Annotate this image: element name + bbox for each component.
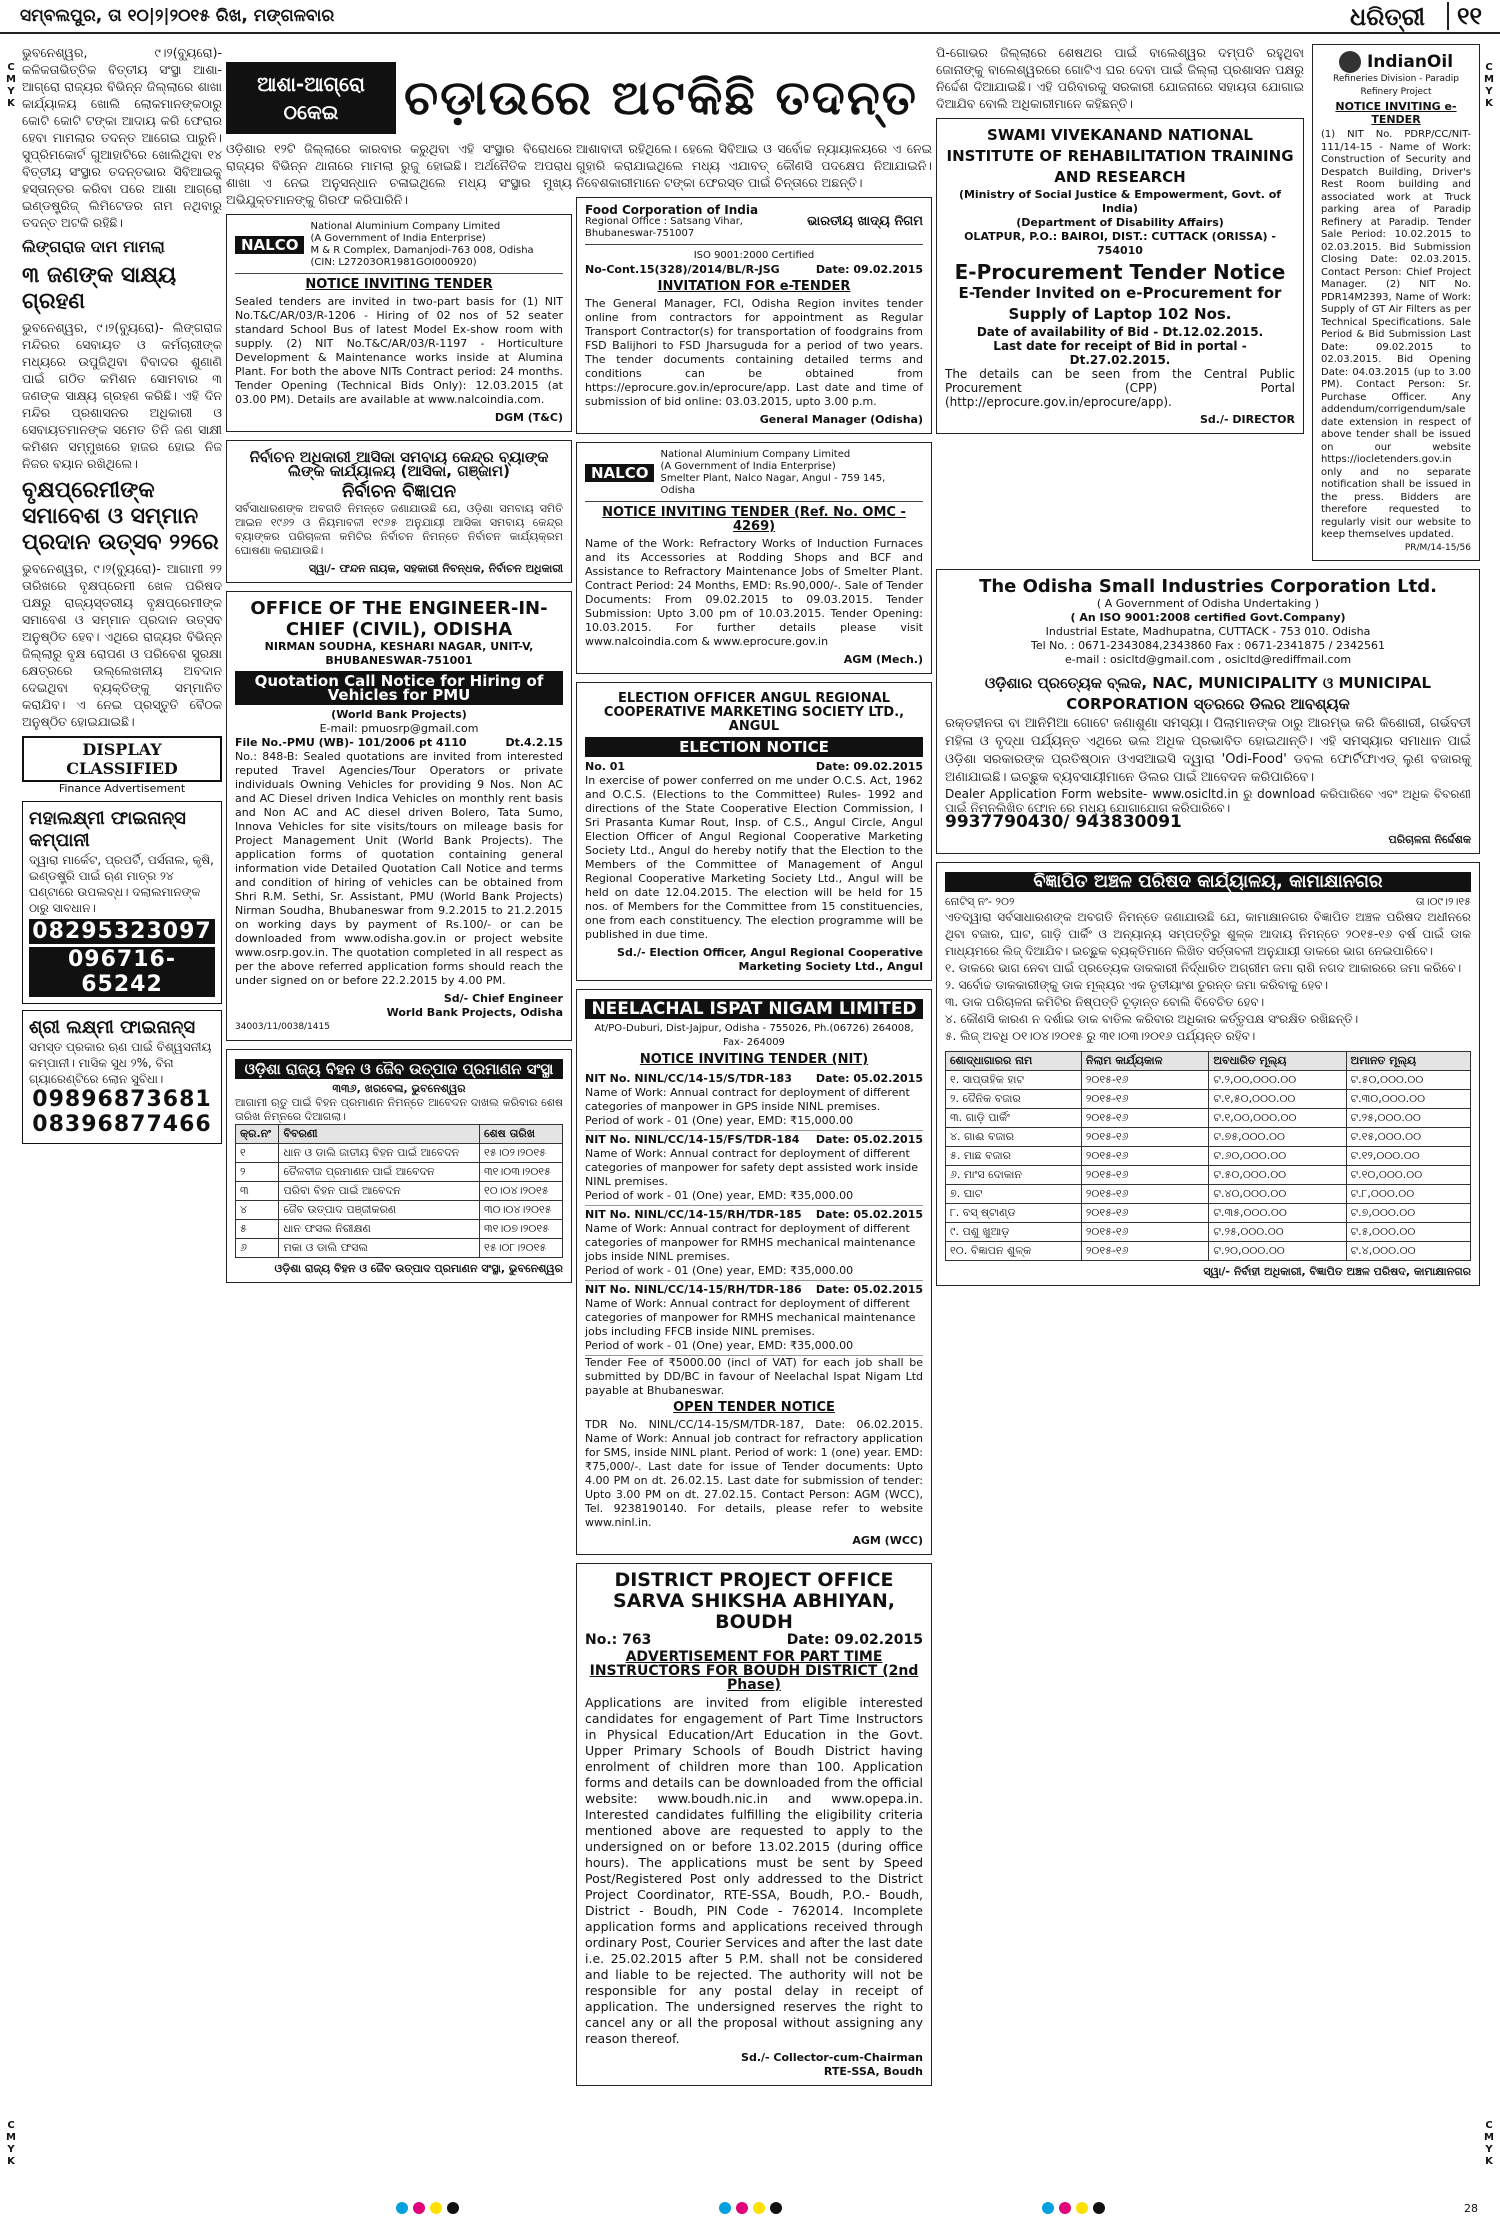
nalco-notice-body: Sealed tenders are invited in two-part basis for (1) NIT No.T&C/AR/03/R-1206 - Hiring of 02 nos of 52 seater standard School Bus of latest Model Ex-show room with supply. (2) NIT No.T&C/AR/03/R-1197 - Horticulture Development & Maintenance works inside at Alumina Plant. For both the above NITs Contract period: 24 months. Tender Opening (Technical Bids Only): 12.03.2015 (at 03.00 PM). Details are available at www.nalcoindia.com. (235, 295, 563, 406)
footer-page-ref: 28 (1464, 2202, 1478, 2215)
nalco2-signature: AGM (Mech.) (843, 653, 923, 666)
table-row: ୨. ଦୈନିକ ବଜାର ୨୦୧୫-୧୬ ଟ.୧,୫୦,୦୦୦.୦୦ ଟ.୩୦,୦୦୦.୦୦ (946, 1090, 1471, 1109)
lead-story-body-2: ଓଡ଼ିଶାର ୧୨ଟି ଜିଲ୍ଲାରେ କାରବାର କରୁଥିବା ଏହି ସଂସ୍ଥାର ବିରୋଧରେ ରାଜ୍ୟର ବିଭିନ୍ନ ଥାନାରେ ମାମଲା ରୁଜୁ ହୋଇଛି। ଅର୍ଥନୈତିକ ଅପରାଧ ଶାଖା ଏ ନେଇ ଅନୁସନ୍ଧାନ ଚଳାଇଥିଲେ ମଧ୍ୟ ସଂସ୍ଥାର ମୁଖ୍ୟ ଅଭିଯୁକ୍ତମାନଙ୍କୁ ଗିରଫ କରିପାରିନି। (226, 141, 572, 207)
nalco-notice-title: NOTICE INVITING TENDER (305, 277, 493, 292)
fci-odia-name: ଭାରତୀୟ ଖାଦ୍ୟ ନିଗମ (807, 214, 923, 229)
ninl-open-body: TDR No. NINL/CC/14-15/SM/TDR-187, Date: 06.02.2015. Name of Work: Annual job contract for refractory application for SMS, inside NINL plant. Period of work: 1 (one) year. EMD: ₹75,000/-. Last date for issue of Tender documents: Upto 4.00 PM on dt. 26.02.15. Last date for submission of tender: Upto 3.00 PM on dt. 27.02.15. Contact Person: AGM (WCC), Tel. 9238190140. For details, please refer to website www.ninl.in. (585, 1418, 923, 1529)
ninl-bar: NOTICE INVITING TENDER (NIT) (639, 1052, 869, 1067)
eic-civil-ad (226, 591, 572, 1041)
ninl-title: NEELACHAL ISPAT NIGAM LIMITED (585, 999, 923, 1019)
reg-dot-icon (447, 2202, 459, 2214)
lead-kicker: ଆଶା-ଆଗ୍ରୋ ଠକେଇ (226, 62, 396, 134)
eic-email: E-mail: pmuosrp@gmail.com (319, 722, 479, 735)
osic-title: The Odisha Small Industries Corporation Ltd. (979, 576, 1437, 597)
col4-story-body: ପି-ଗୋଭର ଜିଲ୍ଲାରେ ଶେଷଥର ପାଇଁ ବାଲେଶ୍ୱର ଦମ୍ପତି ରହୁଥିବା ଜୋନାଙ୍କୁ ବାଲେଶ୍ୱରରେ ଗୋଟିଏ ଘର ଦେବା ପାଇଁ ଜିଲ୍ଲା ପ୍ରଶାସନ ପକ୍ଷରୁ ନିର୍ଦ୍ଦେଶ ଦିଆଯାଇଛି। ଏହି ପରିବାରକୁ ସରକାରୀ ଯୋଜନାରେ ସହାୟତା ଯୋଗାଇ ଦିଆଯିବ ବୋଲି ଅଧିକାରୀମାନେ କହିଛନ୍ତି। (936, 45, 1304, 111)
asika-election-subtitle: ନିର୍ବାଚନ ବିଜ୍ଞାପନ (341, 481, 457, 502)
eic-file-no: File No.-PMU (WB)- 101/2006 pt 4110 (235, 736, 467, 749)
lead-headline: ଚଡ଼ାଉରେ ଅଟକିଛି ତଦନ୍ତ (403, 69, 919, 126)
oscsc-intro: ଆଗାମୀ ଋତୁ ପାଇଁ ବିହନ ପ୍ରମାଣନ ନିମନ୍ତେ ଆବେଦନ ଦାଖଲ କରିବାର ଶେଷ ତାରିଖ ନିମ୍ନରେ ଦିଆଗଲା। (235, 1096, 563, 1123)
ioc-tender-ad (1312, 44, 1480, 561)
classified-ad-1-text: ଦ୍ୱାରା ମାର୍କେଟ, ପ୍ରପର୍ଟି, ପର୍ସନାଲ, କୃଷି, ଇଣ୍ଡଷ୍ଟ୍ରି ପାଇଁ ଋଣ ମାତ୍ର ୨୪ ଘଣ୍ଟାରେ ଉପଲବ୍ଧ। ଦଲାଲମାନଙ୍କ ଠାରୁ ସାବଧାନ। (29, 853, 214, 915)
reg-dot-icon (396, 2202, 408, 2214)
angul-signature: Sd./- Election Officer, Angul Regional Cooperative Marketing Society Ltd., Angul (617, 946, 923, 973)
table-row: ୧. ସାପ୍ତାହିକ ହାଟ ୨୦୧୫-୧୬ ଟ.୨,୦୦,୦୦୦.୦୦ ଟ.୫୦,୦୦୦.୦୦ (946, 1071, 1471, 1090)
story2-body: ଭୁବନେଶ୍ୱର, ୯।୨(ବ୍ୟୁରୋ)- ଲିଙ୍ଗରାଜ ମନ୍ଦିରର ସେବାୟତ ଓ କର୍ମଚାରୀଙ୍କ ମଧ୍ୟରେ ଉପୁଜିଥିବା ବିବାଦର ଶୁଣାଣି ପାଇଁ ଗଠିତ କମିଶନ ସୋମବାର ୩ ଜଣଙ୍କ ସାକ୍ଷ୍ୟ ଗ୍ରହଣ କରିଛି। ଏହି ଦିନ ମନ୍ଦିର ପ୍ରଶାସନର ଅଧିକାରୀ ଓ ସେବାୟତମାନଙ୍କ ସମେତ ତିନି ଜଣ ସାକ୍ଷୀ କମିଶନ ସମ୍ମୁଖରେ ହାଜର ହୋଇ ନିଜ ନିଜର ବୟାନ ରଖିଥିଲେ। (22, 320, 222, 471)
table-row: ୪ ଜୈବ ଉତ୍ପାଦ ପଞ୍ଜୀକରଣ ୩୦।୦୪।୨୦୧୫ (236, 1201, 563, 1220)
osic-body: ରକ୍ତହୀନତା ବା ଆନିମିଆ ଗୋଟେ ଜଣାଶୁଣା ସମସ୍ୟା। ପିଲାମାନଙ୍କ ଠାରୁ ଆରମ୍ଭ କରି କିଶୋରୀ, ଗର୍ଭବତୀ ମହିଳା ଓ ବୃଦ୍ଧା ପର୍ଯ୍ୟନ୍ତ ଏଥିରେ ଭଲ ଅଧିକ ପ୍ରଭାବିତ ହୋଇଥାନ୍ତି। ଏହି ସମସ୍ୟାର ସମାଧାନ ପାଇଁ ଓଡ଼ିଶା ସରକାରଙ୍କ ପ୍ରତିଷ୍ଠାନ ଓଏସଆଇସି ଦ୍ୱାରା 'Odi-Food' ଡବଲ ଫୋର୍ଟିଫାଏଡ୍ ଲୁଣ ବଜାରକୁ ଅଣାଯାଇଛି। ଇଚ୍ଛୁକ ବ୍ୟବସାୟୀମାନେ ଡିଲର ପାଇଁ ଆବେଦନ କରିପାରିବେ। (945, 716, 1471, 785)
fci-name: Food Corporation of India (585, 203, 759, 217)
reg-dot-icon (430, 2202, 442, 2214)
reg-dot-icon (1093, 2202, 1105, 2214)
eic-date: Dt.4.2.15 (505, 736, 563, 749)
kamakhyanagar-col-4: ଅମାନତ ମୂଲ୍ୟ (1346, 1052, 1470, 1071)
ninl-item: NIT No. NINL/CC/14-15/S/TDR-183 Date: 05.02.2015 Name of Work: Annual contract for deployment of different categories of manpower in GPS inside NINL premises. Period of work - 01 (One) year, EMD: ₹15,000.00 (585, 1070, 923, 1131)
lead-story-body: ଭୁବନେଶ୍ୱର, ୯।୨(ବ୍ୟୁରୋ)- କଳିକତାଭିତ୍ତିକ ବିତ୍ତୀୟ ସଂସ୍ଥା ଆଶା-ଆଗ୍ରୋ ରାଜ୍ୟର ବିଭିନ୍ନ ଜିଲ୍ଲାରେ ଶାଖା କାର୍ଯ୍ୟାଳୟ ଖୋଲି ଲୋକମାନଙ୍କଠାରୁ କୋଟି କୋଟି ଟଙ୍କା ଆଦାୟ କରି ଫେରାର ହେବା ମାମଲାର ତଦନ୍ତ ଆଗେଇ ପାରୁନି। ସୁପ୍ରିମକୋର୍ଟ ଗୁଆହାଟିରେ ଖୋଲିଥିବା ୧୪ ବିତ୍ତୀୟ ସଂସ୍ଥାର ତଦନ୍ତଭାର ସିବିଆଇକୁ ହସ୍ତାନ୍ତର କରିବା ପରେ ଆଶା ଆଗ୍ରୋ ଇଣ୍ଡଷ୍ଟ୍ରିଜ୍ ଲିମିଟେଡର ନାମ ନଥିବାରୁ ତଦନ୍ତ ଅଟକି ରହିଛି। (22, 45, 222, 230)
svnirtar-title: SWAMI VIVEKANAND NATIONAL INSTITUTE OF REHABILITATION TRAINING AND RESEARCH (946, 126, 1294, 186)
cmyk-marker-right-top: C M Y K (1484, 62, 1494, 109)
kamakhyanagar-intro: ଏତଦ୍ୱାରା ସର୍ବସାଧାରଣଙ୍କ ଅବଗତି ନିମନ୍ତେ ଜଣାଯାଉଛି ଯେ, କାମାକ୍ଷାନଗର ବିଜ୍ଞାପିତ ଅଞ୍ଚଳ ପରିଷଦ ଅଧୀନରେ ଥିବା ବଜାର, ଘାଟ, ଗାଡ଼ି ପାର୍କିଂ ଓ ଅନ୍ୟାନ୍ୟ ସମ୍ପତ୍ତିରୁ ଶୁଳ୍କ ଆଦାୟ ନିମନ୍ତେ ୨୦୧୫-୧୬ ବର୍ଷ ପାଇଁ ଡାକ ମାଧ୍ୟମରେ ଲିଜ୍ ଦିଆଯିବ। ଇଚ୍ଛୁକ ବ୍ୟକ୍ତିମାନେ ଲିଖିତ ସର୍ତ୍ତାବଳୀ ଅନୁଯାୟୀ ଡାକରେ ଭାଗ ନେଇପାରିବେ। (945, 910, 1471, 958)
fci-iso: ISO 9001:2000 Certified (693, 250, 815, 261)
ninl-item: NIT No. NINL/CC/14-15/FS/TDR-184 Date: 05.02.2015 Name of Work: Annual contract for deployment of different categories of manpower for safety dept assisted work inside NINL premises. Period of work - 01 (One) year, EMD: ₹35,000.00 (585, 1131, 923, 1206)
nalco-tender-ad-2 (576, 442, 932, 674)
asika-election-title: ନିର୍ବାଚନ ଅଧିକାରୀ ଆସିକା ସମବାୟ କେନ୍ଦ୍ର ବ୍ୟାଙ୍କ ଲିଙ୍କ କାର୍ଯ୍ୟାଳୟ (ଆସିକା, ଗଞ୍ଜାମ) (249, 448, 549, 480)
reg-dot-icon (413, 2202, 425, 2214)
oscsc-address: ୩୩୬, ଖରବେଳା, ଭୁବନେଶ୍ୱର (332, 1082, 466, 1095)
asika-election-signature: ସ୍ୱା/- ଫନ୍ଦନ ନାୟକ, ସହକାରୀ ନିବନ୍ଧକ, ନିର୍ବାଚନ ଅଧିକାରୀ (308, 562, 563, 575)
reg-dot-icon (770, 2202, 782, 2214)
classified-ad-2 (22, 1010, 222, 1144)
nalco-logo: NALCO (235, 236, 304, 254)
table-row: ୩ ପରିବା ବିହନ ପାଇଁ ଆବେଦନ ୧୦।୦୪।୨୦୧୫ (236, 1182, 563, 1201)
nalco-tender-ad-1 (226, 214, 572, 432)
reg-dot-icon (753, 2202, 765, 2214)
newspaper-name: ଧରିତ୍ରୀ (1350, 2, 1425, 31)
angul-title: ELECTION OFFICER ANGUL REGIONAL COOPERATIVE MARKETING SOCIETY LTD., ANGUL (603, 691, 905, 734)
table-row: ୬. ମାଂସ ଦୋକାନ ୨୦୧୫-୧୬ ଟ.୫୦,୦୦୦.୦୦ ଟ.୧୦,୦୦୦.୦୦ (946, 1166, 1471, 1185)
classified-ad-1-phone-2: 096716-65242 (29, 947, 215, 997)
ninl-open-title: OPEN TENDER NOTICE (673, 1400, 835, 1415)
nalco2-logo-row (585, 449, 923, 502)
ssa-sign-1: Sd./- Collector-cum-Chairman (741, 2051, 923, 2064)
fci-region: Regional Office : Satsang Vihar, Bhubaneswar-751007 (585, 216, 743, 239)
fci-body: The General Manager, FCI, Odisha Region invites tender online from contractors for appointment as Regular Transport Contractor(s) for transportation of foodgrains from FSD Balijhori to FSD Jharsuguda for a period of two years. The tender documents containing detailed terms and conditions can be obtained from https://eprocure.gov.in/eprocure/app. Last date and time of submission of bid online: 03.03.2015, upto 3.00 p.m. (585, 297, 923, 408)
ioc-unit: Refineries Division - Paradip Refinery Project (1333, 74, 1459, 97)
ioc-logo (1321, 51, 1471, 73)
osic-email: e-mail : osicltd@gmail.com , osicltd@rediffmail.com (1064, 653, 1352, 666)
asika-election-ad (226, 440, 572, 583)
asika-election-body: ସର୍ବସାଧାରଣଙ୍କ ଅବଗତି ନିମନ୍ତେ ଜଣାଯାଉଛି ଯେ, ଓଡ଼ିଶା ସମବାୟ ସମିତି ଆଇନ ୧୯୬୨ ଓ ନିୟମାବଳୀ ୧୯୬୫ ଅନୁଯାୟୀ ଆସିକା ସମବାୟ କେନ୍ଦ୍ର ବ୍ୟାଙ୍କର ପରିଚାଳନା କମିଟିର ନିର୍ବାଚନ ନିମନ୍ତେ ନିର୍ବାଚନ କାର୍ଯ୍ୟକ୍ରମ ଘୋଷଣା କରାଯାଉଛି। (235, 502, 563, 557)
svnirtar-big: E-Procurement Tender Notice (954, 260, 1286, 284)
osic-head: ଓଡ଼ିଶାର ପ୍ରତ୍ୟେକ ବ୍ଲକ, NAC, MUNICIPALITY ଓ MUNICIPAL CORPORATION ସ୍ତରରେ ଡିଲର ଆବଶ୍ୟକ (984, 674, 1432, 713)
ssa-date: Date: 09.02.2015 (786, 1632, 923, 1648)
classified-ad-1-phone-1: 08295323097 (29, 919, 215, 944)
dateline: ସମ୍ବଲପୁର, ତା ୧୦|୨|୨୦୧୫ ରିଖ, ମଙ୍ଗଳବାର (20, 6, 335, 26)
table-row: ୪. ଗାଈ ବଜାର ୨୦୧୫-୧୬ ଟ.୭୫,୦୦୦.୦୦ ଟ.୧୫,୦୦୦.୦୦ (946, 1128, 1471, 1147)
column-2 (226, 140, 572, 2181)
ioc-body: (1) NIT No. PDRP/CC/NIT-111/14-15 - Name of Work: Construction of Security and Despatch Building, Driver's Rest Room building and associated work at Truck parking area of Paradip Refinery at Paradip. Tender Sale Period: 10.02.2015 to 02.03.2015. Bid Submission Closing Date: 02.03.2015. Contact Person: Chief Project Manager. (2) NIT No. PDR14M2393, Name of Work: Supply of GT Air Filters as per Technical Specifications. Sale Period & Bid Submission Last Date: 09.02.2015 to 02.03.2015. Bid Opening Date: 04.03.2015 (up to 3.00 PM). Contact Person: Sr. Purchase Officer. Any addendum/corrigendum/sale date extension in respect of above tender shall be issued on our website https://iocletenders.gov.in only and no separate notification shall be issued in the press. Bidders are therefore requested to regularly visit our website to keep themselves updated. (1321, 129, 1471, 540)
list-item: ୧. ଡାକରେ ଭାଗ ନେବା ପାଇଁ ପ୍ରତ୍ୟେକ ଡାକକାରୀ ନିର୍ଦ୍ଧାରିତ ଅଗ୍ରୀମ ଜମା ରାଶି ନଗଦ ଆକାରରେ ଜମା କରିବେ। (945, 961, 1462, 975)
angul-bar: ELECTION NOTICE (585, 737, 923, 757)
story2-headline: ୩ ଜଣଙ୍କ ସାକ୍ଷ୍ୟ ଗ୍ରହଣ (22, 263, 177, 314)
eic-title: OFFICE OF THE ENGINEER-IN-CHIEF (CIVIL), ODISHA (250, 598, 548, 640)
ssa-sign-2: RTE-SSA, Boudh (823, 2065, 923, 2078)
nalco2-title: NOTICE INVITING TENDER (Ref. No. OMC - 4269) (602, 505, 906, 534)
svnirtar-signature: Sd./- DIRECTOR (1200, 413, 1295, 426)
eic-bar: Quotation Call Notice for Hiring of Vehicles for PMU (235, 671, 563, 705)
oscsc-title: ଓଡ଼ିଶା ରାଜ୍ୟ ବିହନ ଓ ଜୈବ ଉତ୍ପାଦ ପ୍ରମାଣନ ସଂସ୍ଥା (235, 1059, 563, 1079)
ninl-item: NIT No. NINL/CC/14-15/RH/TDR-186 Date: 05.02.2015 Name of Work: Annual contract for deployment of different categories of manpower for RMHS mechanical maintenance jobs including FFCB inside NINL premises. Period of work - 01 (One) year, EMD: ₹35,000.00 (585, 1281, 923, 1356)
osic-tel: Tel No. : 0671-2343084,2343860 Fax : 0671-2341875 / 2342561 (1031, 639, 1385, 652)
fci-signature: General Manager (Odisha) (759, 413, 923, 426)
osic-sub: ( A Government of Odisha Undertaking ) (1096, 597, 1320, 610)
kamakhyanagar-date: ତା।୦୯।୨।୧୫ (1415, 895, 1471, 908)
nalco2-address: Smelter Plant, Nalco Nagar, Angul - 759 145, Odisha (660, 473, 886, 496)
oscsc-ad (226, 1049, 572, 1283)
lead-headline-band (226, 62, 926, 134)
eic-bank: (World Bank Projects) (331, 708, 467, 721)
oscsc-col-1: କ୍ର.ନଂ (236, 1125, 279, 1144)
svnirtar-dept: (Department of Disability Affairs) (1016, 216, 1224, 229)
column-3 (576, 140, 932, 2181)
osic-form-note: Dealer Application Form website- www.osicltd.in ରୁ download କରିପାରିବେ ଏବଂ ଅଧିକ ବିବରଣୀ ପାଇଁ ନିମ୍ନଲିଖିତ ଫୋନ ରେ ମଧ୍ୟ ଯୋଗାଯୋଗ କରିପାରିବେ। (945, 787, 1471, 815)
classified-ad-1-head: ମହାଲକ୍ଷ୍ମୀ ଫାଇନାନ୍ସ କମ୍ପାନୀ (29, 808, 186, 851)
svnirtar-address: OLATPUR, P.O.: BAIROI, DIST.: CUTTACK (ORISSA) - 754010 (964, 230, 1276, 257)
table-row: ୫. ମାଛ ବଜାର ୨୦୧୫-୧୬ ଟ.୬୦,୦୦୦.୦୦ ଟ.୧୨,୦୦୦.୦୦ (946, 1147, 1471, 1166)
story3-headline: ବୃକ୍ଷପ୍ରେମୀଙ୍କ ସମାବେଶ ଓ ସମ୍ମାନ ପ୍ରଦାନ ଉତ୍ସବ ୨୨ରେ (22, 478, 219, 555)
eic-body: No.: 848-B: Sealed quotations are invited from interested reputed Travel Agencies/Tour Operators or private individuals Owning Vehicles for providing 9 Nos. Non AC and AC Diesel driven Indica Vehicles on monthly rent basis and Non AC and AC diesel driven Bolero, Tata Sumo, Innova Vehicles for site visits/tours on mileage basis for Project Management Unit (World Bank Projects). The application forms of quotation containing general information vide Detailed Quotation Call Notice and terms and condition of hiring of vehicles can be obtained from Shri R.M. Sethi, Sr. Assistant, PMU (World Bank Projects) Nirman Soudha, Bhubaneswar from 9.2.2015 to 21.2.2015 on working days by payment of Rs.100/- or can be downloaded from www.odisha.gov.in or project website www.osrp.gov.in. The quotation completed in all respect as per the above referred application forms should reach the under signed on or before 22.2.2015 by 4.00 PM. (235, 750, 563, 987)
eic-ref: 34003/11/0038/1415 (235, 1022, 330, 1032)
registration-marks (0, 2195, 1500, 2221)
angul-no: No. 01 (585, 760, 626, 773)
display-classified-title: DISPLAY CLASSIFIED (22, 736, 222, 782)
ninl-signature: AGM (WCC) (852, 1534, 923, 1547)
cmyk-marker-right-bottom: C M Y K (1484, 2120, 1494, 2167)
nalco2-body: Name of the Work: Refractory Works of Induction Furnaces and its Accessories at Rodding Shops and BCF and Assistance to Refractory Maintenance Jobs of Smelter Plant. Contract Period: 24 Months, EMD: Rs.90,000/-. Sale of Tender Documents: From 09.02.2015 to 09.03.2015. Tender Submission: Upto 3.00 pm of 10.03.2015. Tender Opening: 10.03.2015. For further details please visit www.nalcoindia.com & www.eprocure.gov.in (585, 537, 923, 648)
kamakhyanagar-col-2: ନିଲାମ କାର୍ଯ୍ୟକାଳ (1081, 1052, 1208, 1071)
lead-story-body-3: ଆଶାବାଦୀ ରହିଥିଲେ। ହେଲେ ସିବିଆଇ ଓ ସର୍ବୋଚ୍ଚ ନ୍ୟାୟାଳୟରେ ଏ ନେଇ ଗୁହାରି କରାଯାଇଥିଲେ ମଧ୍ୟ ଏଯାବତ୍ କୌଣସି ପଦକ୍ଷେପ ନିଆଯାଇନି। ନିବେଶକାରୀମାନେ ଟଙ୍କା ଫେରସ୍ତ ପାଇଁ ଚିନ୍ତାରେ ଅଛନ୍ତି। (576, 141, 932, 190)
nalco-address: M & R Complex, Damanjodi-763 008, Odisha (310, 245, 534, 256)
ioc-title: NOTICE INVITING e-TENDER (1335, 100, 1457, 126)
page-number: ୧୧ (1447, 2, 1482, 30)
fci-date: Date: 09.02.2015 (815, 263, 923, 276)
table-row: ୧୦. ବିଜ୍ଞାପନ ଶୁଳ୍କ ୨୦୧୫-୧୬ ଟ.୨୦,୦୦୦.୦୦ ଟ.୪,୦୦୦.୦୦ (946, 1242, 1471, 1261)
cmyk-marker-left-top: C M Y K (6, 62, 16, 109)
angul-election-ad (576, 682, 932, 981)
fci-title: INVITATION FOR e-TENDER (657, 279, 851, 294)
classified-ad-1 (22, 801, 222, 1004)
classified-ad-2-text: ସମସ୍ତ ପ୍ରକାର ଋଣ ପାଇଁ ବିଶ୍ୱସନୀୟ କମ୍ପାନୀ। ମାସିକ ସୁଧ ୨%, ବିନା ଗ୍ୟାରେଣ୍ଟିରେ ଲୋନ ସୁବିଧା। (29, 1040, 212, 1086)
fci-tender-ad (576, 197, 932, 434)
masthead (0, 0, 1500, 34)
nalco-logo-row (235, 221, 563, 274)
eic-sign-2: World Bank Projects, Odisha (386, 1006, 563, 1019)
ninl-fee-note: Tender Fee of ₹5000.00 (incl of VAT) for each job shall be submitted by DD/BC in favour of Neelachal Ispat Nigam Ltd payable at Bhubaneswar. (585, 1356, 923, 1397)
reg-dot-icon (1076, 2202, 1088, 2214)
nalco2-gov: (A Government of India Enterprise) (660, 461, 836, 472)
svnirtar-ad (936, 118, 1304, 434)
ioc-ref: PR/M/14-15/56 (1404, 542, 1471, 553)
column-1 (22, 44, 222, 2181)
list-item: ୨. ସର୍ବୋଚ୍ଚ ଡାକକାରୀଙ୍କୁ ଡାକ ମୂଲ୍ୟର ଏକ ତୃତୀୟାଂଶ ତୁରନ୍ତ ଜମା କରିବାକୁ ହେବ। (945, 978, 1328, 992)
reg-set-1 (396, 2202, 459, 2214)
ssa-body: Applications are invited from eligible interested candidates for engagement of Part Time Instructors in Physical Education/Art Education in the Govt. Upper Primary Schools of Boudh District having enrolment of children more than 100. Application forms and details can be downloaded from the official website: www.boudh.nic.in and www.opepa.in. Interested candidates fulfilling the eligibility criteria mentioned above are requested to apply to the undersigned on or before 13.02.2015 (during office hours). The applications must be sent by Speed Post/Registered Post only addressed to the District Project Coordinator, RTE-SSA, Boudh, P.O.- Boudh, District - Boudh, PIN Code - 762014. Incomplete application forms and applications received through ordinary Post, Courier Services and after the last date i.e. 25.02.2015 after 5 P.M. shall not be considered and liable to be rejected. The authority will not be responsible for any postal delay in receipt of application. The undersigned reserves the right to cancel any or all the proposal without assigning any reason thereof. (585, 1695, 923, 2046)
oscsc-col-2: ବିବରଣୀ (279, 1125, 480, 1144)
table-row: ୫ ଧାନ ଫସଲ ନିରୀକ୍ଷଣ ୩୧।୦୭।୨୦୧୫ (236, 1220, 563, 1239)
reg-dot-icon (736, 2202, 748, 2214)
kamakhyanagar-title: ବିଜ୍ଞାପିତ ଅଞ୍ଚଳ ପରିଷଦ କାର୍ଯ୍ୟାଳୟ, କାମାକ୍ଷାନଗର (945, 872, 1471, 892)
nalco-gov: (A Government of India Enterprise) (310, 233, 486, 244)
nalco-signature: DGM (T&C) (494, 411, 563, 424)
classified-ad-2-phone-1: 09896873681 (32, 1087, 212, 1112)
reg-dot-icon (1059, 2202, 1071, 2214)
ssa-boudh-ad (576, 1563, 932, 2086)
list-item: ୪. କୌଣସି କାରଣ ନ ଦର୍ଶାଇ ଡାକ ବାତିଲ କରିବାର ଅଧିକାର କର୍ତ୍ତୃପକ୍ଷ ସଂରକ୍ଷିତ ରଖିଛନ୍ତି। (945, 1012, 1359, 1026)
reg-dot-icon (1042, 2202, 1054, 2214)
osic-address: Industrial Estate, Madhupatna, CUTTACK - 753 010. Odisha (1045, 625, 1371, 638)
ninl-item: NIT No. NINL/CC/14-15/RH/TDR-185 Date: 05.02.2015 Name of Work: Annual contract for deployment of different categories of manpower for RMHS mechanical maintenance jobs inside NINL premises. Period of work - 01 (One) year, EMD: ₹35,000.00 (585, 1206, 923, 1281)
ssa-title: DISTRICT PROJECT OFFICE SARVA SHIKSHA ABHIYAN, BOUDH (613, 1569, 895, 1633)
ssa-sub: ADVERTISEMENT FOR PART TIME INSTRUCTORS FOR BOUDH DISTRICT (2nd Phase) (589, 1649, 919, 1693)
table-row: ୭. ଘାଟ ୨୦୧୫-୧୬ ଟ.୪୦,୦୦୦.୦୦ ଟ.୮,୦୦୦.୦୦ (946, 1185, 1471, 1204)
table-row: ୩. ଗାଡ଼ି ପାର୍କିଂ ୨୦୧୫-୧୬ ଟ.୧,୦୦,୦୦୦.୦୦ ଟ.୨୫,୦୦୦.୦୦ (946, 1109, 1471, 1128)
osic-iso: ( An ISO 9001:2008 certified Govt.Company) (1070, 611, 1346, 624)
story2-title: ଲିଙ୍ଗରାଜ ଦାମ ମାମଲା (22, 237, 165, 256)
table-row: ୮. ବସ୍ ଷ୍ଟାଣ୍ଡ ୨୦୧୫-୧୬ ଟ.୩୫,୦୦୦.୦୦ ଟ.୭,୦୦୦.୦୦ (946, 1204, 1471, 1223)
table-row: ୬ ମକା ଓ ଡାଲି ଫସଲ ୧୫।୦୮।୨୦୧୫ (236, 1239, 563, 1258)
ninl-tender-ad (576, 989, 932, 1555)
reg-set-3 (1042, 2202, 1105, 2214)
svnirtar-body-2: Last date for receipt of Bid in portal - Dt.27.02.2015. (993, 339, 1247, 367)
nalco2-logo: NALCO (585, 464, 654, 482)
kamakhyanagar-col-1: ଶୋଦ୍ଧାଗାରର ନାମ (946, 1052, 1082, 1071)
reg-set-2 (719, 2202, 782, 2214)
classified-ad-2-phone-2: 08396877466 (32, 1112, 212, 1137)
osic-ad (936, 569, 1480, 854)
oscsc-signature: ଓଡ଼ିଶା ରାଜ୍ୟ ବିହନ ଓ ଜୈବ ଉତ୍ପାଦ ପ୍ରମାଣନ ସଂସ୍ଥା, ଭୁବନେଶ୍ୱର (274, 1262, 563, 1275)
kamakhyanagar-ad (936, 862, 1480, 1286)
classified-subtitle: Finance Advertisement (58, 782, 186, 795)
story3-body: ଭୁବନେଶ୍ୱର, ୯।୨(ବ୍ୟୁରୋ)- ଆଗାମୀ ୨୨ ତାରିଖରେ ବୃକ୍ଷପ୍ରେମୀ ଖେଳ ପରିଷଦ ପକ୍ଷରୁ ରାଜ୍ୟସ୍ତରୀୟ ବୃକ୍ଷପ୍ରେମୀଙ୍କ ସମାବେଶ ଓ ସମ୍ମାନ ପ୍ରଦାନ ଉତ୍ସବ ଅନୁଷ୍ଠିତ ହେବ। ଏଥିରେ ରାଜ୍ୟର ବିଭିନ୍ନ ଜିଲ୍ଲାରୁ ବୃକ୍ଷ ରୋପଣ ଓ ପରିବେଶ ସୁରକ୍ଷା କ୍ଷେତ୍ରରେ ଉଲ୍ଲେଖନୀୟ ଅବଦାନ ଦେଇଥିବା ବ୍ୟକ୍ତିଙ୍କୁ ସମ୍ମାନିତ କରାଯିବ। ଏ ନେଇ ପ୍ରସ୍ତୁତି ବୈଠକ ଅନୁଷ୍ଠିତ ହୋଇଯାଇଛି। (22, 561, 222, 729)
angul-body: In exercise of power conferred on me under O.C.S. Act, 1962 and O.C.S. (Elections to the Committee) Rules- 1992 and directions of the State Cooperative Election Commission, I Sri Prasanta Kumar Rout, Insp. of C.S., Angul Circle, Angul Election Officer of Angul Regional Cooperative Marketing Society Ltd., Angul do hereby notify that the Election to the Members of the Committee of Management of Angul Regional Cooperative Marketing Society Ltd., Angul will be held on date 12.04.2015. The election will be held for 15 nos. of Members for the Committee from 15 constituencies, one from each constituency. The election programme will be published in due time. (585, 774, 923, 941)
nalco2-company: National Aluminium Company Limited (660, 449, 851, 460)
reg-dot-icon (719, 2202, 731, 2214)
table-row: ୧ ଧାନ ଓ ଡାଲି ଜାତୀୟ ବିହନ ପାଇଁ ଆବେଦନ ୧୫।୦୨।୨୦୧୫ (236, 1144, 563, 1163)
kamakhyanagar-col-3: ଅବଧାରିତ ମୂଲ୍ୟ (1209, 1052, 1346, 1071)
ioc-name: IndianOil (1366, 51, 1454, 72)
table-row: ୯. ପଶୁ ଖୁଆଡ଼ ୨୦୧୫-୧୬ ଟ.୨୫,୦୦୦.୦୦ ଟ.୫,୦୦୦.୦୦ (946, 1223, 1471, 1242)
cmyk-marker-left-bottom: C M Y K (6, 2120, 16, 2167)
list-item: ୫. ଲିଜ୍ ଅବଧି ୦୧।୦୪।୨୦୧୫ ରୁ ୩୧।୦୩।୨୦୧୬ ପର୍ଯ୍ୟନ୍ତ ରହିବ। (945, 1029, 1256, 1043)
osic-signature: ପରିଚାଳନା ନିର୍ଦ୍ଦେଶକ (1388, 833, 1471, 846)
kamakhyanagar-table (945, 1051, 1471, 1261)
ioc-emblem-icon (1339, 51, 1361, 73)
eic-address: NIRMAN SOUDHA, KESHARI NAGAR, UNIT-V, BHUBANESWAR-751001 (264, 640, 534, 667)
table-row: ୨ ତୈଳବୀଜ ପ୍ରମାଣନ ପାଇଁ ଆବେଦନ ୩୧।୦୩।୨୦୧୫ (236, 1163, 563, 1182)
list-item: ୩. ଡାକ ପରିଚାଳନା କମିଟିର ନିଷ୍ପତ୍ତି ଚୂଡ଼ାନ୍ତ ବୋଲି ବିବେଚିତ ହେବ। (945, 995, 1265, 1009)
angul-date: Date: 09.02.2015 (815, 760, 923, 773)
osic-phone: 9937790430/ 943830091 (945, 812, 1182, 832)
kamakhyanagar-signature: ସ୍ୱା/- ନିର୍ବାହୀ ଅଧିକାରୀ, ବିଜ୍ଞାପିତ ଅଞ୍ଚଳ ପରିଷଦ, କାମାକ୍ଷାନଗର (1203, 1265, 1471, 1278)
fci-ref: No-Cont.15(328)/2014/BL/R-JSG (585, 263, 780, 276)
fci-logo-row (585, 204, 923, 245)
column-4 (936, 44, 1480, 2181)
svnirtar-body-1: Date of availability of Bid - Dt.12.02.2015. (976, 325, 1264, 339)
nalco-cin: (CIN: L27203OR1981GOI000920) (310, 257, 477, 268)
eic-sign-1: Sd/- Chief Engineer (443, 992, 563, 1005)
svnirtar-body-3: The details can be seen from the Central Public Procurement (CPP) Portal (http://eprocure.gov.in/eprocure/app). (945, 367, 1295, 409)
nalco-company: National Aluminium Company Limited (310, 221, 501, 232)
svnirtar-ministry: (Ministry of Social Justice & Empowerment, Govt. of India) (958, 188, 1282, 215)
oscsc-table (235, 1124, 563, 1258)
kamakhyanagar-notice-no: ନୋଟିସ୍ ନଂ- ୨୦୨ (945, 895, 1015, 908)
classified-ad-2-head: ଶ୍ରୀ ଲକ୍ଷ୍ମୀ ଫାଇନାନ୍ସ (29, 1017, 196, 1038)
ssa-no: No.: 763 (585, 1632, 652, 1648)
ninl-address: At/PO-Duburi, Dist-Jajpur, Odisha - 755026, Ph.(06726) 264008, Fax- 264009 (594, 1023, 914, 1048)
oscsc-col-3: ଶେଷ ତାରିଖ (479, 1125, 562, 1144)
svnirtar-sub: E-Tender Invited on e-Procurement for Supply of Laptop 102 Nos. (958, 284, 1282, 323)
